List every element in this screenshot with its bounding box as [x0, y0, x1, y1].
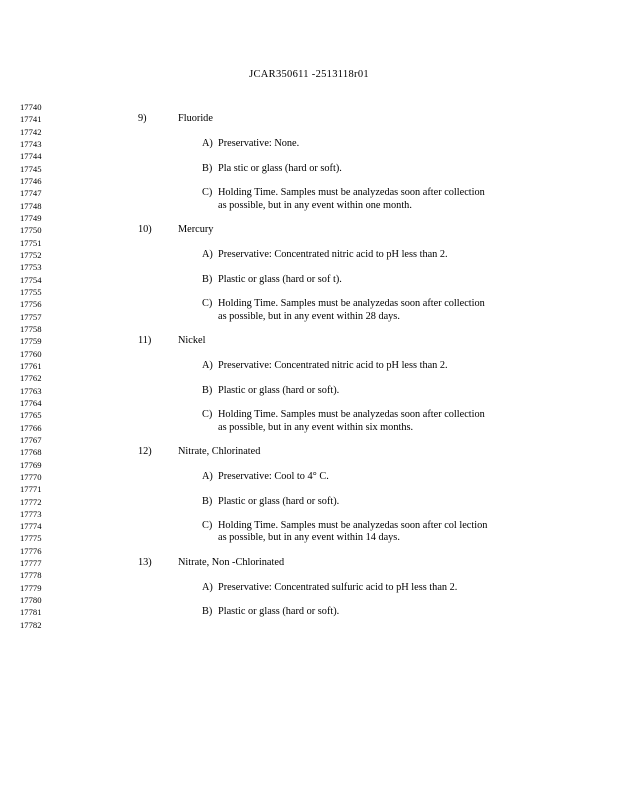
- document-line: [60, 113, 618, 125]
- document-line: [60, 298, 618, 310]
- document-line: [60, 261, 618, 273]
- line-number: 17744: [20, 151, 42, 162]
- document-line: [60, 360, 618, 372]
- sub-item-letter: A): [202, 359, 213, 371]
- list-item-label: Nitrate, Chlorinated: [178, 446, 261, 458]
- list-item-label: Fluoride: [178, 113, 213, 125]
- document-line: [60, 311, 618, 323]
- line-number: 17775: [20, 533, 42, 544]
- list-item-label: Mercury: [178, 224, 214, 236]
- document-line: [60, 496, 618, 508]
- sub-item-letter: A): [202, 470, 213, 482]
- line-number: 17759: [20, 336, 42, 347]
- document-line: [60, 532, 618, 544]
- line-number-gutter: [20, 101, 60, 631]
- line-number: 17781: [20, 607, 42, 618]
- document-line: [60, 606, 618, 618]
- line-number: 17771: [20, 484, 42, 495]
- line-number: 17765: [20, 410, 42, 421]
- document-line: [60, 409, 618, 421]
- sub-item-text: Holding Time. Samples must be analyzedas soon after collection: [218, 298, 485, 310]
- document-line: [60, 569, 618, 581]
- line-number: 17742: [20, 126, 42, 137]
- line-number: 17740: [20, 102, 42, 112]
- document-line: [60, 224, 618, 236]
- line-number: 17751: [20, 237, 42, 248]
- sub-item-text: Holding Time. Samples must be analyzedas soon after col lection: [218, 520, 488, 532]
- line-number: 17778: [20, 570, 42, 581]
- line-number: 17782: [20, 619, 42, 630]
- document-line: [60, 249, 618, 261]
- line-number: 17748: [20, 200, 42, 211]
- sub-item-text: Plastic or glass (hard or soft).: [218, 606, 340, 618]
- document-body: [60, 101, 618, 631]
- sub-item-continuation: as possible, but in any event within six months.: [218, 421, 414, 433]
- sub-item-letter: B): [202, 273, 213, 285]
- sub-item-letter: A): [202, 581, 213, 593]
- document-line: [60, 286, 618, 298]
- line-number: 17764: [20, 397, 42, 408]
- sub-item-text: Preservative: Concentrated sulfuric acid to pH less than 2.: [218, 581, 458, 593]
- sub-item-text: Pla stic or glass (hard or soft).: [218, 162, 342, 174]
- line-number: 17750: [20, 225, 42, 236]
- line-number: 17772: [20, 496, 42, 507]
- document-line: [60, 557, 618, 569]
- sub-item-continuation: as possible, but in any event within 14 days.: [218, 532, 400, 544]
- sub-item-text: Plastic or glass (hard or sof t).: [218, 273, 342, 285]
- sub-item-letter: B): [202, 384, 213, 396]
- line-number: 17741: [20, 114, 42, 125]
- line-number: 17766: [20, 422, 42, 433]
- document-line: [60, 422, 618, 434]
- list-item-label: Nitrate, Non -Chlorinated: [178, 557, 285, 569]
- document-line: [60, 138, 618, 150]
- sub-item-text: Plastic or glass (hard or soft).: [218, 384, 340, 396]
- sub-item-letter: B): [202, 606, 213, 618]
- line-number: 17760: [20, 348, 42, 359]
- document-line: [60, 212, 618, 224]
- line-number: 17754: [20, 274, 42, 285]
- document-line: [60, 335, 618, 347]
- line-number: 17758: [20, 323, 42, 334]
- line-number: 17762: [20, 373, 42, 384]
- document-line: [60, 237, 618, 249]
- sub-item-letter: B): [202, 162, 213, 174]
- line-number: 17763: [20, 385, 42, 396]
- document-line: [60, 150, 618, 162]
- line-number: 17768: [20, 447, 42, 458]
- line-number: 17745: [20, 163, 42, 174]
- document-line: [60, 619, 618, 631]
- document-line: [60, 175, 618, 187]
- document-line: [60, 126, 618, 138]
- sub-item-letter: A): [202, 137, 213, 149]
- document-line: [60, 446, 618, 458]
- line-number: 17777: [20, 558, 42, 569]
- line-number: 17769: [20, 459, 42, 470]
- document-line: [60, 187, 618, 199]
- list-item-number: 13): [138, 557, 152, 569]
- document-line: [60, 508, 618, 520]
- document-line: [60, 200, 618, 212]
- line-number: 17761: [20, 360, 42, 371]
- line-number: 17749: [20, 212, 42, 223]
- line-number: 17773: [20, 508, 42, 519]
- line-number: 17753: [20, 262, 42, 273]
- sub-item-text: Preservative: None.: [218, 137, 300, 149]
- sub-item-continuation: as possible, but in any event within one month.: [218, 199, 412, 211]
- line-number: 17767: [20, 434, 42, 445]
- list-item-number: 10): [138, 224, 152, 236]
- line-number: 17746: [20, 175, 42, 186]
- document-header-id: JCAR350611 -2513118r01: [249, 69, 369, 80]
- sub-item-text: Preservative: Cool to 4° C.: [218, 470, 329, 482]
- line-number: 17776: [20, 545, 42, 556]
- document-line: [60, 372, 618, 384]
- list-item-number: 9): [138, 113, 147, 125]
- sub-item-letter: A): [202, 248, 213, 260]
- sub-item-text: Holding Time. Samples must be analyzedas soon after collection: [218, 409, 485, 421]
- document-line: [60, 582, 618, 594]
- line-number: 17752: [20, 249, 42, 260]
- line-number: 17774: [20, 521, 42, 532]
- document-line: [60, 545, 618, 557]
- document-line: [60, 348, 618, 360]
- sub-item-text: Plastic or glass (hard or soft).: [218, 495, 340, 507]
- document-line: [60, 397, 618, 409]
- sub-item-letter: B): [202, 495, 213, 507]
- document-line: [60, 483, 618, 495]
- line-number: 17743: [20, 138, 42, 149]
- line-number: 17770: [20, 471, 42, 482]
- sub-item-letter: C): [202, 298, 213, 310]
- line-number: 17779: [20, 582, 42, 593]
- document-line: [60, 459, 618, 471]
- document-line: [60, 471, 618, 483]
- document-line: [60, 101, 618, 113]
- sub-item-letter: C): [202, 409, 213, 421]
- list-item-number: 12): [138, 446, 152, 458]
- document-line: [60, 385, 618, 397]
- list-item-label: Nickel: [178, 335, 206, 347]
- sub-item-letter: C): [202, 520, 213, 532]
- sub-item-letter: C): [202, 187, 213, 199]
- sub-item-text: Holding Time. Samples must be analyzedas soon after collection: [218, 187, 485, 199]
- document-line: [60, 274, 618, 286]
- line-number: 17780: [20, 595, 42, 606]
- line-number: 17757: [20, 311, 42, 322]
- line-number: 17755: [20, 286, 42, 297]
- document-line: [60, 520, 618, 532]
- line-number: 17747: [20, 188, 42, 199]
- document-line: [60, 434, 618, 446]
- sub-item-text: Preservative: Concentrated nitric acid to pH less than 2.: [218, 359, 448, 371]
- document-line: [60, 163, 618, 175]
- list-item-number: 11): [138, 335, 152, 347]
- sub-item-text: Preservative: Concentrated nitric acid to pH less than 2.: [218, 248, 448, 260]
- document-line: [60, 594, 618, 606]
- sub-item-continuation: as possible, but in any event within 28 days.: [218, 310, 400, 322]
- document-line: [60, 323, 618, 335]
- line-number: 17756: [20, 299, 42, 310]
